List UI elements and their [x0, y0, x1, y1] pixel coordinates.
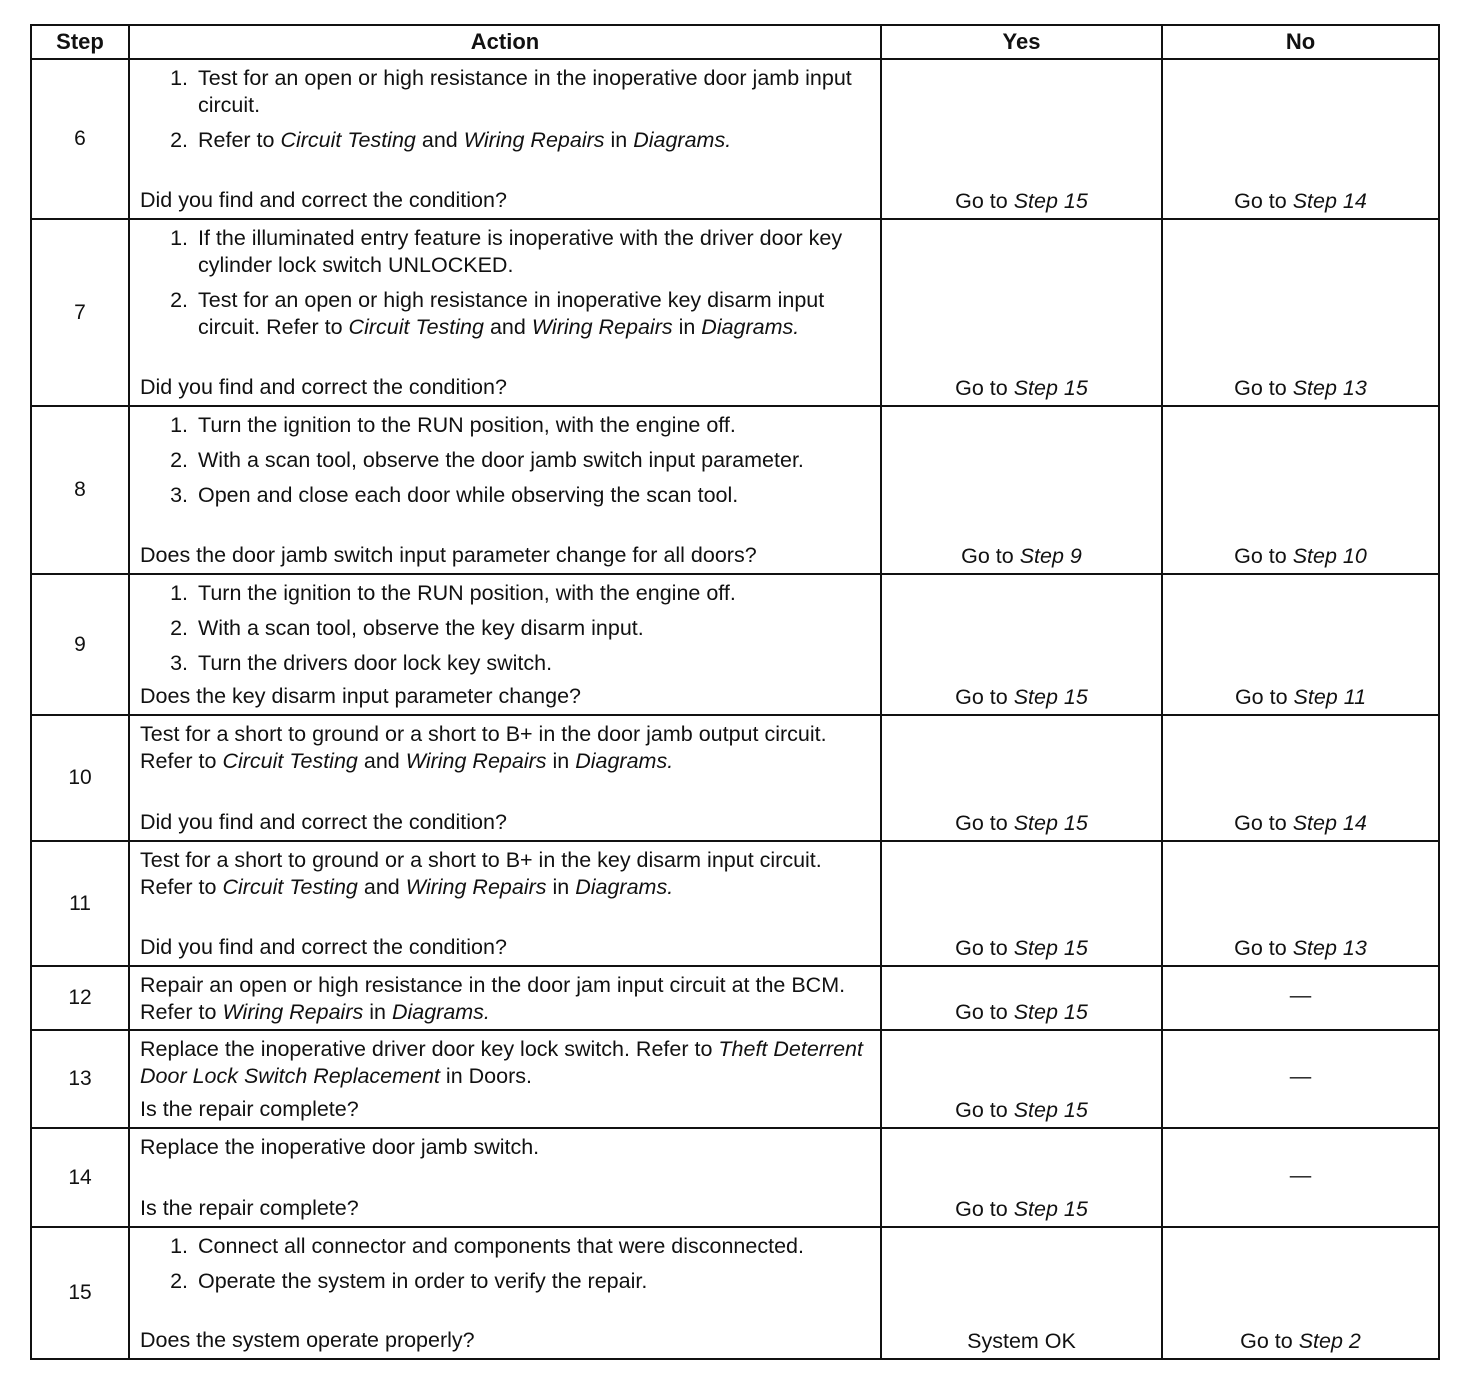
yes-cell: [881, 966, 1162, 1030]
result-text: Step 11: [1293, 685, 1367, 709]
action-text: in: [604, 128, 634, 152]
action-body: [130, 1228, 880, 1295]
header-no: No: [1162, 25, 1439, 59]
no-result-dash: —: [1289, 1064, 1312, 1088]
step-number: 14: [31, 1128, 129, 1227]
action-text: Diagrams.: [391, 1000, 490, 1024]
result-text: Go to: [955, 936, 1014, 960]
diagnostic-table: [30, 24, 1440, 1360]
step-number: 15: [31, 1227, 129, 1359]
action-paragraph: [140, 1036, 872, 1090]
yes-result: [882, 189, 1161, 214]
action-text: Diagrams.: [633, 128, 732, 152]
result-text: Step 15: [1013, 1197, 1088, 1221]
table-row: [31, 406, 1439, 574]
action-body: [130, 1129, 880, 1161]
result-text: Go to: [1234, 811, 1293, 835]
yes-cell: [881, 715, 1162, 841]
action-text: With a scan tool, observe the key disarm input.: [198, 616, 644, 640]
action-cell: [129, 841, 881, 966]
result-text: Go to: [1234, 936, 1293, 960]
step-number: 6: [31, 59, 129, 219]
action-text: Connect all connector and components that were disconnected.: [198, 1234, 804, 1258]
yes-result: [882, 685, 1161, 710]
no-cell: [1162, 406, 1439, 574]
action-step-item: [194, 615, 872, 642]
action-text: Turn the ignition to the RUN position, with the engine off.: [198, 413, 736, 437]
action-body: [130, 716, 880, 775]
yes-cell: [881, 406, 1162, 574]
action-question: Did you find and correct the condition?: [140, 188, 507, 212]
action-step-item: [194, 447, 872, 474]
yes-cell: [881, 219, 1162, 406]
action-text: Wiring Repairs: [463, 128, 605, 152]
action-text: Diagrams.: [701, 315, 800, 339]
result-text: Go to: [955, 811, 1014, 835]
result-text: Go to: [955, 1000, 1014, 1024]
action-text: If the illuminated entry feature is inoperative with the driver door key cylinder lock switch UNLOCKED.: [198, 226, 843, 277]
action-question: Does the door jamb switch input parameter change for all doors?: [140, 543, 757, 567]
action-text: Diagrams.: [575, 875, 674, 899]
header-row: [31, 25, 1439, 59]
step-number: 9: [31, 574, 129, 715]
action-cell: [129, 966, 881, 1030]
action-text: in: [546, 749, 576, 773]
yes-result: [882, 936, 1161, 961]
action-text: Diagrams.: [575, 749, 674, 773]
action-content: [130, 967, 880, 1029]
table-row: [31, 219, 1439, 406]
yes-result: [882, 1197, 1161, 1222]
no-cell: [1162, 219, 1439, 406]
action-cell: [129, 1128, 881, 1227]
yes-cell: [881, 1030, 1162, 1128]
step-number: 7: [31, 219, 129, 406]
action-text: Test for an open or high resistance in inoperative key disarm input circuit. Refer to: [198, 288, 825, 339]
result-text: Step 14: [1292, 189, 1367, 213]
action-text: and: [357, 875, 406, 899]
result-text: Go to: [955, 1197, 1014, 1221]
action-text: Turn the ignition to the RUN position, with the engine off.: [198, 581, 736, 605]
action-text: in Doors.: [439, 1064, 532, 1088]
action-paragraph: [140, 1134, 872, 1161]
action-paragraph: [140, 721, 872, 775]
result-text: Step 10: [1292, 544, 1367, 568]
action-cell: [129, 1227, 881, 1359]
action-question: Is the repair complete?: [140, 1196, 359, 1220]
result-text: Step 9: [1019, 544, 1082, 568]
table-row: [31, 1128, 1439, 1227]
no-result: [1163, 376, 1438, 401]
no-cell: [1162, 966, 1439, 1030]
yes-result: [882, 1329, 1161, 1354]
result-text: Go to: [1240, 1329, 1299, 1353]
action-steps-list: [140, 412, 872, 509]
no-result: [1163, 685, 1438, 710]
action-steps-list: [140, 580, 872, 677]
action-content: [130, 575, 880, 714]
action-text: Circuit Testing: [280, 128, 416, 152]
result-text: Step 15: [1013, 1000, 1088, 1024]
action-text: and: [483, 315, 532, 339]
action-content: [130, 1129, 880, 1226]
action-question: Does the key disarm input parameter change?: [140, 684, 581, 708]
action-content: [130, 407, 880, 573]
action-cell: [129, 59, 881, 219]
result-text: Step 13: [1292, 376, 1367, 400]
action-text: Repair an open or high resistance in the door jam input circuit at the BCM. Refer to: [140, 973, 846, 1024]
yes-cell: [881, 574, 1162, 715]
action-steps-list: [140, 225, 872, 341]
action-content: [130, 716, 880, 840]
result-text: Go to: [1234, 189, 1293, 213]
action-step-item: [194, 1233, 872, 1260]
action-text: Circuit Testing: [348, 315, 484, 339]
no-result: [1163, 189, 1438, 214]
result-text: Step 14: [1292, 811, 1367, 835]
action-step-item: [194, 287, 872, 341]
step-number: 13: [31, 1030, 129, 1128]
no-cell: [1162, 1227, 1439, 1359]
yes-cell: [881, 841, 1162, 966]
header-step: Step: [31, 25, 129, 59]
yes-result: [882, 376, 1161, 401]
no-result: [1163, 936, 1438, 961]
no-result-dash: —: [1289, 983, 1312, 1007]
no-result: [1163, 811, 1438, 836]
result-text: Step 15: [1013, 936, 1088, 960]
action-text: Turn the drivers door lock key switch.: [198, 651, 553, 675]
action-text: Test for a short to ground or a short to B+ in the door jamb output circuit. Refer to: [140, 722, 827, 773]
action-text: With a scan tool, observe the door jamb switch input parameter.: [198, 448, 804, 472]
action-step-item: [194, 650, 872, 677]
action-body: [130, 1031, 880, 1090]
result-text: Go to: [955, 685, 1014, 709]
action-text: in: [363, 1000, 392, 1024]
result-text: Go to: [1234, 376, 1293, 400]
yes-result: [882, 811, 1161, 836]
action-step-item: [194, 225, 872, 279]
action-step-item: [194, 482, 872, 509]
action-step-item: [194, 580, 872, 607]
table-row: [31, 1030, 1439, 1128]
action-text: Open and close each door while observing the scan tool.: [198, 483, 739, 507]
action-content: [130, 1228, 880, 1358]
action-steps-list: [140, 1233, 872, 1295]
step-number: 8: [31, 406, 129, 574]
action-text: Theft Deterrent Door Lock Switch Replacement: [140, 1037, 863, 1088]
table-body: [31, 59, 1439, 1359]
result-text: Step 15: [1013, 376, 1088, 400]
header-yes: Yes: [881, 25, 1162, 59]
action-content: [130, 842, 880, 965]
action-question: Did you find and correct the condition?: [140, 935, 507, 959]
action-body: [130, 967, 880, 1026]
action-cell: [129, 406, 881, 574]
result-text: Step 15: [1013, 1098, 1088, 1122]
action-cell: [129, 219, 881, 406]
action-text: Wiring Repairs: [531, 315, 673, 339]
result-text: Go to: [1234, 685, 1294, 709]
action-text: Wiring Repairs: [222, 1000, 364, 1024]
no-cell: [1162, 1128, 1439, 1227]
action-paragraph: [140, 972, 872, 1026]
table-row: [31, 841, 1439, 966]
result-text: System OK: [967, 1329, 1076, 1353]
table-row: [31, 59, 1439, 219]
action-body: [130, 407, 880, 509]
action-question: Did you find and correct the condition?: [140, 810, 507, 834]
result-text: Step 15: [1013, 189, 1088, 213]
action-content: [130, 1031, 880, 1127]
result-text: Step 2: [1298, 1329, 1361, 1353]
action-text: Test for a short to ground or a short to B+ in the key disarm input circuit. Refer to: [140, 848, 822, 899]
result-text: Go to: [955, 376, 1014, 400]
yes-cell: [881, 59, 1162, 219]
action-step-item: [194, 1268, 872, 1295]
action-content: [130, 60, 880, 218]
table-row: [31, 715, 1439, 841]
result-text: Step 15: [1013, 685, 1088, 709]
no-cell: [1162, 841, 1439, 966]
action-cell: [129, 1030, 881, 1128]
action-text: Operate the system in order to verify the repair.: [198, 1269, 648, 1293]
yes-result: [882, 1098, 1161, 1123]
action-text: Replace the inoperative door jamb switch.: [140, 1135, 540, 1159]
action-body: [130, 575, 880, 677]
no-result: [1163, 1329, 1438, 1354]
action-text: and: [415, 128, 464, 152]
result-text: Step 13: [1292, 936, 1367, 960]
step-number: 12: [31, 966, 129, 1030]
yes-cell: [881, 1227, 1162, 1359]
table-row: [31, 1227, 1439, 1359]
step-number: 10: [31, 715, 129, 841]
action-step-item: [194, 412, 872, 439]
yes-result: [882, 1000, 1161, 1025]
header-action: Action: [129, 25, 881, 59]
yes-cell: [881, 1128, 1162, 1227]
action-question: Did you find and correct the condition?: [140, 375, 507, 399]
table-row: [31, 966, 1439, 1030]
action-question: Is the repair complete?: [140, 1097, 359, 1121]
action-text: Circuit Testing: [222, 749, 358, 773]
result-text: Go to: [955, 189, 1014, 213]
result-text: Go to: [955, 1098, 1014, 1122]
action-question: Does the system operate properly?: [140, 1328, 475, 1352]
no-result-dash: —: [1289, 1162, 1312, 1187]
action-step-item: [194, 127, 872, 154]
action-steps-list: [140, 65, 872, 154]
action-text: Refer to: [198, 128, 281, 152]
action-text: Wiring Repairs: [405, 749, 547, 773]
no-result: [1163, 544, 1438, 569]
action-text: in: [546, 875, 576, 899]
action-paragraph: [140, 847, 872, 901]
action-text: Wiring Repairs: [405, 875, 547, 899]
action-text: and: [357, 749, 406, 773]
result-text: Go to: [1234, 544, 1293, 568]
action-text: Circuit Testing: [222, 875, 358, 899]
table-row: [31, 574, 1439, 715]
action-cell: [129, 574, 881, 715]
step-number: 11: [31, 841, 129, 966]
action-cell: [129, 715, 881, 841]
no-cell: [1162, 1030, 1439, 1128]
action-text: in: [672, 315, 702, 339]
no-cell: [1162, 59, 1439, 219]
yes-result: [882, 544, 1161, 569]
action-text: Test for an open or high resistance in the inoperative door jamb input circuit.: [198, 66, 852, 117]
no-cell: [1162, 715, 1439, 841]
action-text: Replace the inoperative driver door key lock switch. Refer to: [140, 1037, 719, 1061]
action-content: [130, 220, 880, 405]
result-text: Step 15: [1013, 811, 1088, 835]
action-step-item: [194, 65, 872, 119]
no-cell: [1162, 574, 1439, 715]
result-text: Go to: [961, 544, 1020, 568]
action-body: [130, 842, 880, 901]
action-body: [130, 220, 880, 341]
action-body: [130, 60, 880, 154]
